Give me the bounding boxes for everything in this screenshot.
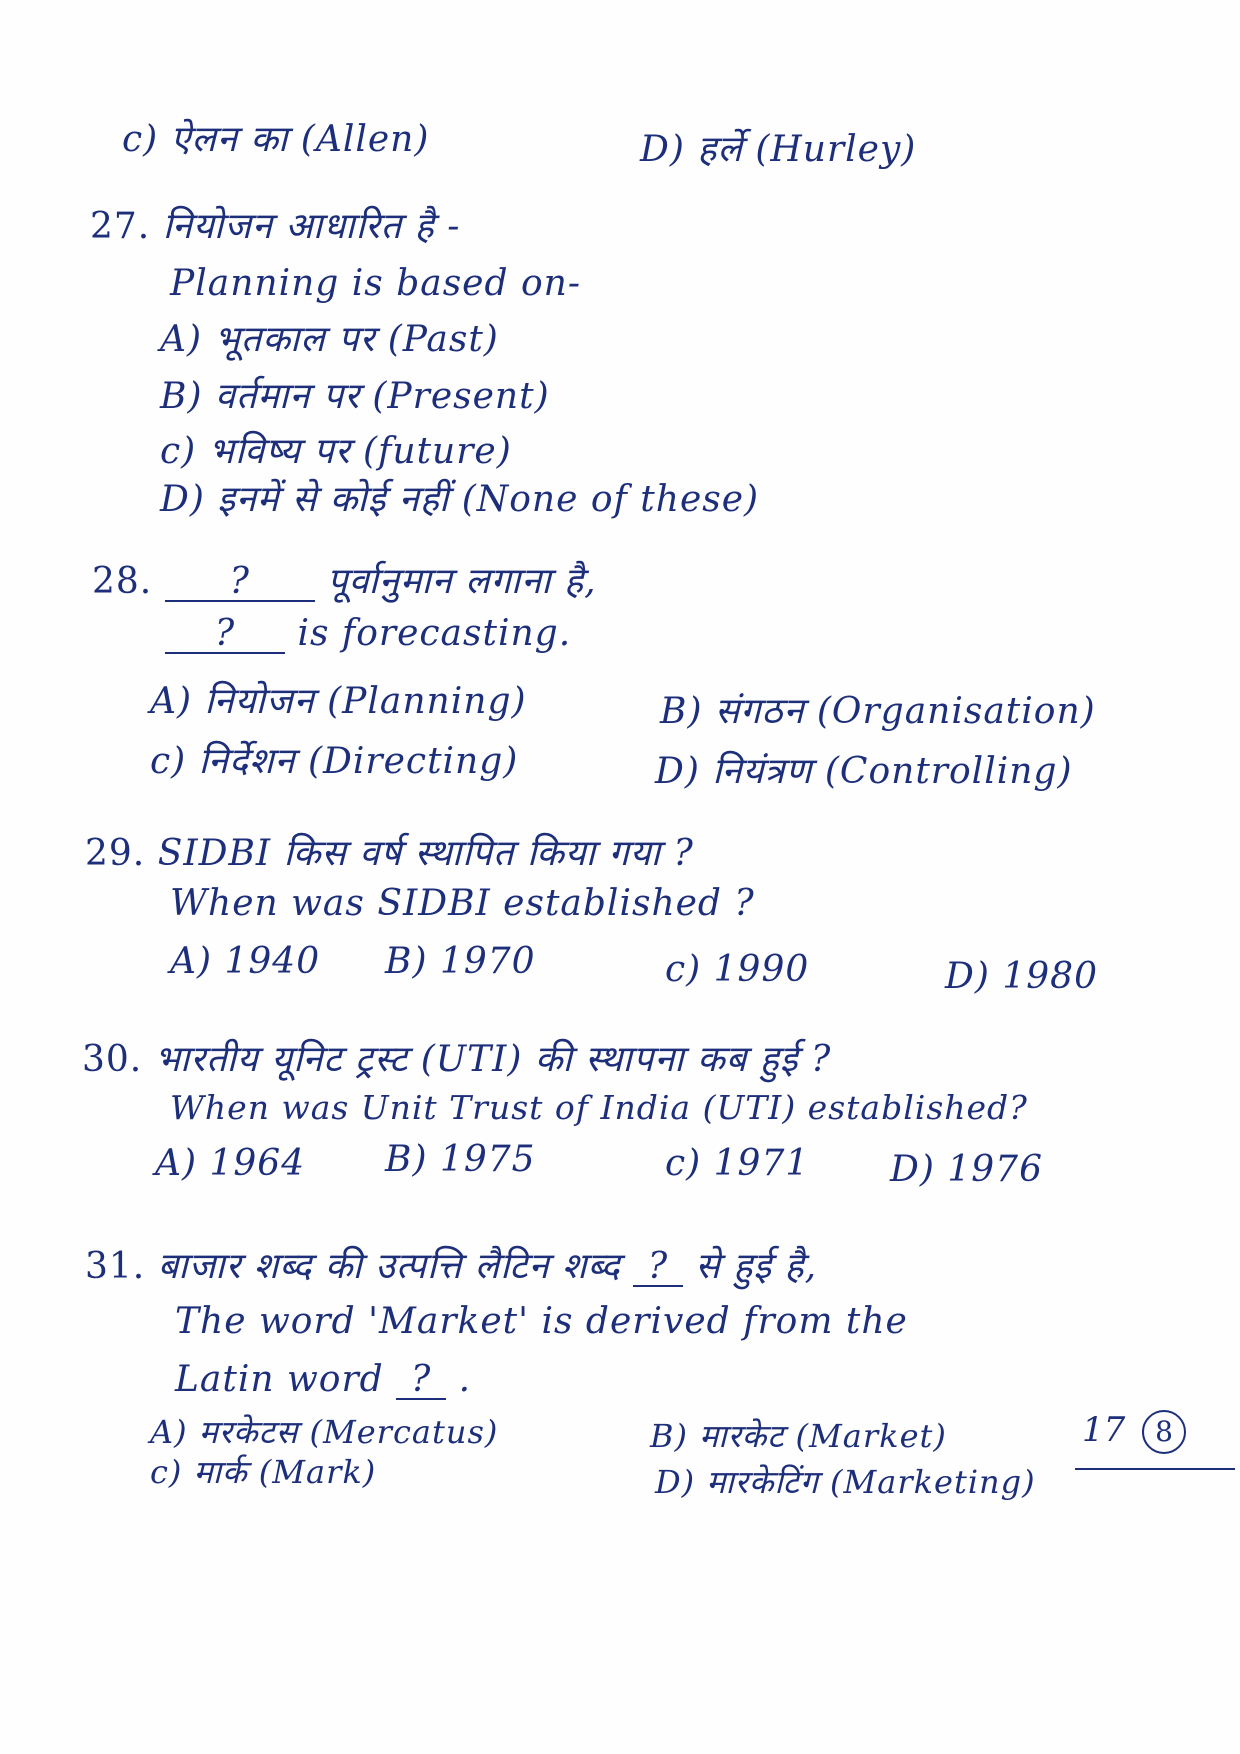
- q29-option-a: A) 1940: [170, 941, 321, 982]
- q31-blank-2: ?: [396, 1362, 446, 1400]
- q27-option-b: B) वर्तमान पर (Present): [160, 376, 550, 417]
- score-underline: [1075, 1468, 1235, 1470]
- q28-option-d: D) नियंत्रण (Controlling): [655, 751, 1073, 792]
- q29-english-text: When was SIDBI established ?: [170, 883, 755, 924]
- q30-option-c: c) 1971: [665, 1143, 810, 1184]
- q30-hindi-line: [82, 1038, 831, 1082]
- q29-option-c: c) 1990: [665, 949, 810, 990]
- q27-number: 27.: [90, 206, 151, 247]
- q29-hindi-line: [85, 832, 694, 876]
- q31-hindi-before: बाजार शब्द की उत्पत्ति लैटिन शब्द: [157, 1246, 621, 1287]
- q31-english-line-1: The word 'Market' is derived from the: [175, 1301, 908, 1342]
- q30-option-d: D) 1976: [890, 1149, 1043, 1190]
- q31-english-line-2: [175, 1358, 471, 1402]
- q28-blank-1: ?: [165, 564, 315, 602]
- q28-english-line: [165, 612, 571, 656]
- q29-option-d: D) 1980: [945, 956, 1098, 997]
- q31-option-a: A) मरकेटस (Mercatus): [150, 1413, 499, 1451]
- q27-option-d: D) इनमें से कोई नहीं (None of these): [160, 479, 760, 520]
- score-number: 17: [1082, 1410, 1126, 1450]
- q28-number: 28.: [92, 561, 153, 602]
- q27-option-a: A) भूतकाल पर (Past): [160, 319, 499, 360]
- q31-blank-1: ?: [633, 1249, 683, 1287]
- q28-option-a: A) नियोजन (Planning): [150, 681, 527, 722]
- q31-option-c: c) मार्क (Mark): [150, 1453, 377, 1491]
- q27-english-text: Planning is based on-: [170, 263, 581, 304]
- q31-hindi-line: [85, 1245, 817, 1289]
- q31-option-d: D) मारकेटिंग (Marketing): [655, 1463, 1036, 1501]
- q31-hindi-after: से हुई है,: [695, 1246, 818, 1287]
- circled-mark: 8: [1142, 1410, 1186, 1454]
- q30-number: 30.: [82, 1039, 143, 1080]
- q28-option-c: c) निर्देशन (Directing): [150, 741, 519, 782]
- q30-option-a: A) 1964: [155, 1143, 306, 1184]
- q30-hindi-text: भारतीय यूनिट ट्रस्ट (UTI) की स्थापना कब हुई ?: [154, 1039, 832, 1080]
- q29-number: 29.: [85, 833, 146, 874]
- q27-hindi-text: नियोजन आधारित है -: [162, 206, 461, 247]
- q30-option-b: B) 1975: [385, 1139, 536, 1180]
- page-score: [1082, 1410, 1186, 1454]
- q30-english-text: When was Unit Trust of India (UTI) established?: [170, 1088, 1028, 1127]
- q28-option-b: B) संगठन (Organisation): [660, 691, 1096, 732]
- q27-hindi-line: [90, 205, 460, 249]
- q31-number: 31.: [85, 1246, 146, 1287]
- q31-option-b: B) मारकेट (Market): [650, 1417, 947, 1455]
- q28-blank-2: ?: [165, 616, 285, 654]
- q28-hindi-text: पूर्वानुमान लगाना है,: [327, 561, 597, 602]
- q29-hindi-text: SIDBI किस वर्ष स्थापित किया गया ?: [157, 833, 694, 874]
- q31-english-latin: Latin word: [175, 1359, 384, 1400]
- prev-option-d: D) हर्ले (Hurley): [640, 129, 917, 170]
- q28-english-text: is forecasting.: [297, 613, 572, 654]
- q29-option-b: B) 1970: [385, 941, 536, 982]
- q28-hindi-line: [92, 560, 597, 604]
- prev-option-c: c) ऐलन का (Allen): [122, 119, 430, 160]
- q31-english-end: .: [458, 1359, 472, 1400]
- q27-option-c: c) भविष्य पर (future): [160, 431, 512, 472]
